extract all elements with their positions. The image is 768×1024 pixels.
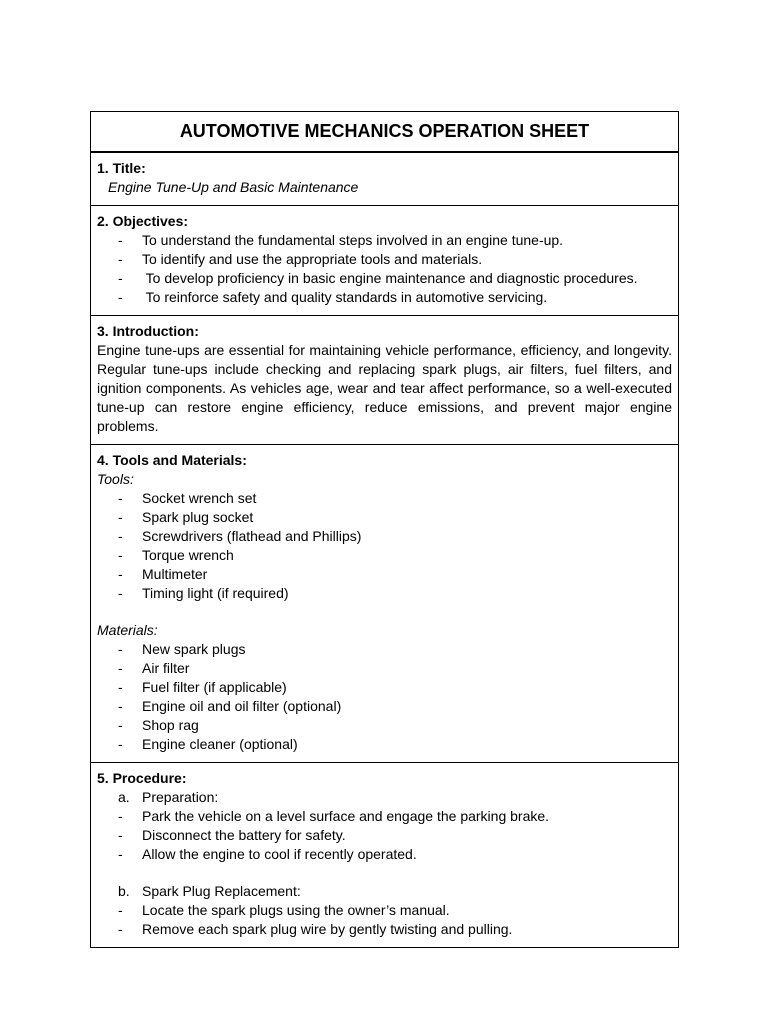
- objective-item: - To understand the fundamental steps involved in an engine tune-up.: [118, 232, 564, 248]
- material-item: - Air filter: [118, 660, 190, 676]
- operation-title: Engine Tune-Up and Basic Maintenance: [108, 179, 359, 195]
- section-title: [91, 153, 678, 206]
- material-item: - Engine oil and oil filter (optional): [118, 698, 342, 714]
- procedure-item: - Locate the spark plugs using the owner’s manual.: [118, 902, 450, 918]
- sheet-title: AUTOMOTIVE MECHANICS OPERATION SHEET: [179, 121, 590, 141]
- tool-item: - Timing light (if required): [118, 585, 289, 601]
- spacer: [97, 603, 672, 621]
- objectives-list: [97, 231, 672, 307]
- procedure-step-list: [97, 807, 672, 864]
- section-objectives-heading: 2. Objectives:: [97, 213, 189, 229]
- tool-item: - Screwdrivers (flathead and Phillips): [118, 528, 362, 544]
- section-tools-materials: [91, 445, 678, 763]
- procedure-step-list: [97, 901, 672, 939]
- procedure-step-title: b. Spark Plug Replacement:: [118, 883, 301, 899]
- procedure-item: - Remove each spark plug wire by gently twisting and pulling.: [118, 921, 513, 937]
- material-item: - Engine cleaner (optional): [118, 736, 298, 752]
- procedure-item: - Allow the engine to cool if recently operated.: [118, 846, 417, 862]
- section-title-heading: 1. Title:: [97, 160, 146, 176]
- tools-list: [97, 489, 672, 603]
- procedure-item: - Park the vehicle on a level surface and engage the parking brake.: [118, 808, 550, 824]
- section-procedure-heading: 5. Procedure:: [97, 770, 187, 786]
- operation-sheet: [90, 111, 679, 948]
- materials-list: [97, 640, 672, 754]
- tools-label: Tools:: [97, 471, 134, 487]
- section-tools-heading: 4. Tools and Materials:: [97, 452, 247, 468]
- sheet-title-row: [91, 112, 678, 153]
- procedure-item: - Disconnect the battery for safety.: [118, 827, 346, 843]
- material-item: - Shop rag: [118, 717, 199, 733]
- material-item: - New spark plugs: [118, 641, 246, 657]
- introduction-text: Engine tune-ups are essential for maintaining vehicle performance, efficiency, and longevity. Regular tune-ups include checking and replacing spark plugs, air filters, fuel filters, and ignition components. As vehicles age, wear and tear affect performance, so a well-executed tune-up can restore engine efficiency, reduce emissions, and prevent major engine problems.: [97, 342, 672, 434]
- objective-item: - To develop proficiency in basic engine maintenance and diagnostic procedures.: [118, 270, 638, 286]
- section-procedure: [91, 763, 678, 947]
- objective-item: - To reinforce safety and quality standards in automotive servicing.: [118, 289, 548, 305]
- material-item: - Fuel filter (if applicable): [118, 679, 287, 695]
- materials-label: Materials:: [97, 622, 158, 638]
- tool-item: - Socket wrench set: [118, 490, 257, 506]
- objective-item: - To identify and use the appropriate tools and materials.: [118, 251, 483, 267]
- spacer: [97, 864, 672, 882]
- section-introduction: [91, 316, 678, 445]
- procedure-step-title: a. Preparation:: [118, 789, 219, 805]
- tool-item: - Spark plug socket: [118, 509, 254, 525]
- section-introduction-heading: 3. Introduction:: [97, 323, 199, 339]
- tool-item: - Torque wrench: [118, 547, 234, 563]
- section-objectives: [91, 206, 678, 316]
- tool-item: - Multimeter: [118, 566, 208, 582]
